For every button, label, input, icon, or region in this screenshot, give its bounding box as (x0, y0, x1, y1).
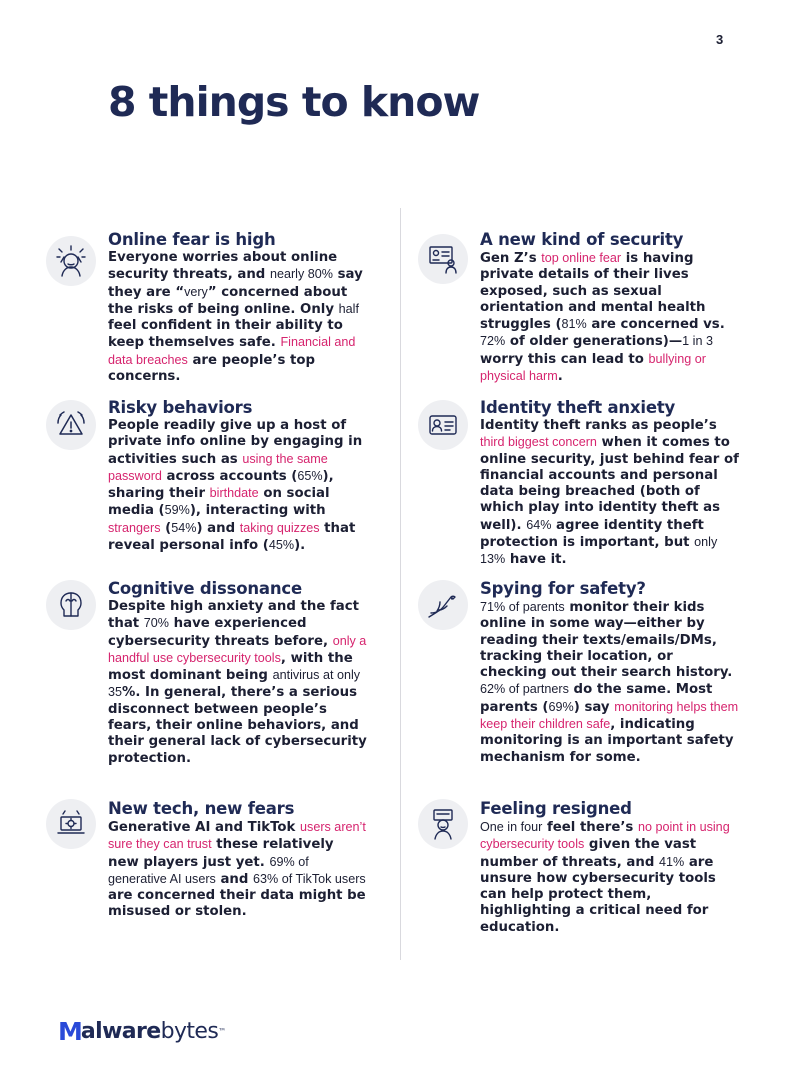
item-new-kind-of-security (480, 230, 740, 385)
item-heading: Feeling resigned (480, 799, 632, 818)
item-heading: Online fear is high (108, 230, 276, 249)
bird-icon (425, 587, 461, 623)
icon-circle (46, 400, 96, 450)
icon-circle (46, 799, 96, 849)
item-body: 71% of parents monitor their kids online in some way—either by reading their texts/emails/DMs, tracking their location, or checking out their search history. 62% of partners do the same. Most parents (69%) say monitoring helps them keep their children safe, indicating monitoring is an important safety mechanism for some. (480, 600, 739, 765)
item-body: Despite high anxiety and the fact that 70% have experienced cybersecurity threats before, only a handful use cybersecurity tools, with the most dominant being antivirus at only 35%. In general, there’s a serious disconnect between people’s fears, their online behaviors, and their general lack of cybersecurity protection. (108, 599, 367, 766)
warning-triangle-icon (53, 407, 89, 443)
item-body: Everyone worries about online security threats, and nearly 80% say they are “very” concerned about the risks of being online. Only half feel confident in their ability to keep themselves safe. Financial and data breaches are people’s top concerns. (108, 250, 363, 385)
page-number: 3 (716, 32, 724, 47)
item-body: People readily give up a host of private info online by engaging in activities such as using the same password across accounts (65%), sharing their birthdate on social media (59%), interacting with strangers (54%) and taking quizzes that reveal personal info (45%). (108, 418, 363, 554)
icon-circle (418, 799, 468, 849)
item-spying-for-safety (480, 579, 740, 766)
item-new-tech (108, 799, 368, 921)
item-cognitive-dissonance (108, 579, 368, 767)
malwarebytes-logo: M alware bytes ™ (58, 1017, 226, 1046)
item-heading: A new kind of security (480, 230, 684, 249)
stressed-person-icon (53, 243, 89, 279)
item-risky-behaviors (108, 398, 368, 554)
head-profiles-icon (53, 587, 89, 623)
item-body: Generative AI and TikTok users aren’t sure they can trust these relatively new players just yet. 69% of generative AI users and 63% of TikTok users are concerned their data might be misused or stolen. (108, 820, 366, 920)
item-heading: Identity theft anxiety (480, 398, 676, 417)
resigned-person-icon (425, 806, 461, 842)
item-online-fear (108, 230, 368, 385)
item-identity-theft-anxiety (480, 398, 740, 569)
item-body: Gen Z’s top online fear is having private details of their lives exposed, such as sexual orientation and mental health struggles (81% are concerned vs. 72% of older generations)—1 in 3 worry this can lead to bullying or physical harm. (480, 251, 725, 385)
item-feeling-resigned (480, 799, 740, 936)
page-title: 8 things to know (108, 78, 480, 126)
icon-circle (46, 236, 96, 286)
icon-circle (418, 400, 468, 450)
item-heading: Cognitive dissonance (108, 579, 302, 598)
item-heading: New tech, new fears (108, 799, 295, 818)
item-heading: Risky behaviors (108, 398, 253, 417)
laptop-gear-icon (53, 806, 89, 842)
item-body: Identity theft ranks as people’s third biggest concern when it comes to online security, just behind fear of financial accounts and personal data being breached (both of which play into identity theft as well). 64% agree identity theft protection is important, but only 13% have it. (480, 418, 739, 568)
column-divider (400, 208, 401, 960)
item-body: One in four feel there’s no point in using cybersecurity tools given the vast number of threats, and 41% are unsure how cybersecurity tools can help protect them, highlighting a critical need for education. (480, 820, 730, 935)
profile-card-person-icon (425, 241, 461, 277)
icon-circle (46, 580, 96, 630)
icon-circle (418, 234, 468, 284)
icon-circle (418, 580, 468, 630)
item-heading: Spying for safety? (480, 579, 646, 598)
id-card-icon (425, 407, 461, 443)
